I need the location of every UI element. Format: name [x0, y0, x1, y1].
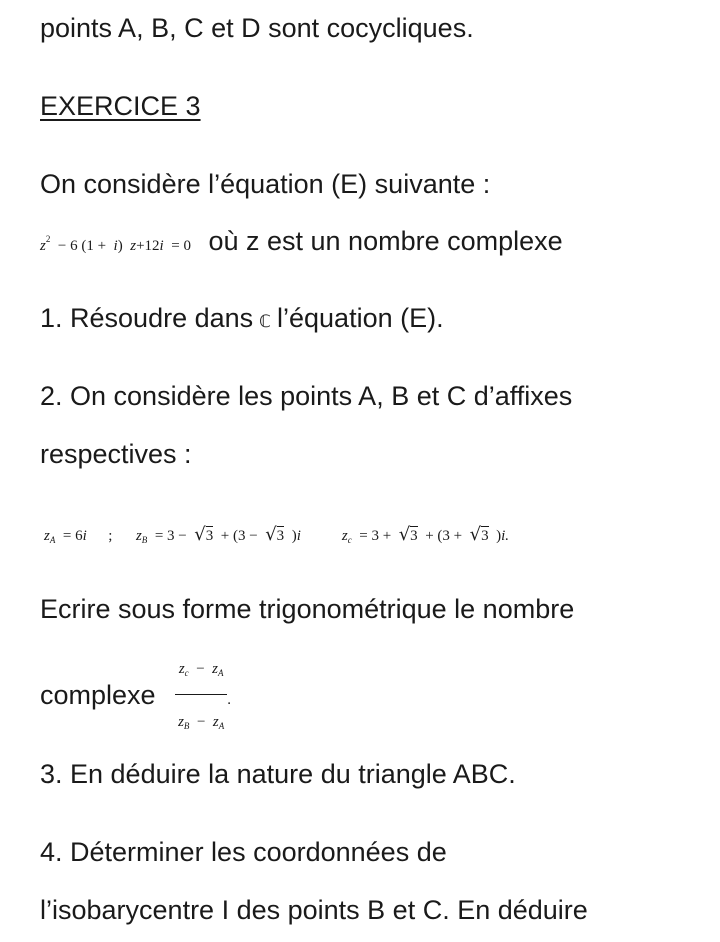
- complexe-line: complexe $\frac{z_c - z_A}{z_B - z_A}$ .: [40, 651, 231, 743]
- question-3: 3. En déduire la nature du triangle ABC.: [40, 759, 516, 789]
- equation-line: [40, 222, 563, 263]
- question-2-line-2: respectives :: [40, 439, 192, 469]
- equation: $z^2 - 6$ (1 + i) z+12i = 0: [40, 234, 191, 254]
- affix-separator: ;: [108, 528, 113, 544]
- affix-zA: $z_A = 6i$: [44, 528, 87, 545]
- question-1: 1. Résoudre dans ℂ l’équation (E).: [40, 303, 444, 333]
- ecrire-line: Ecrire sous forme trigonométrique le nombre: [40, 594, 575, 624]
- affixes-line: [44, 514, 509, 557]
- text-line-cocycliques: points A, B, C et D sont cocycliques.: [40, 13, 474, 43]
- exercise-title: EXERCICE 3: [40, 91, 201, 121]
- fraction-zC-zA-over-zB-zA: $\frac{z_c - z_A}{z_B - z_A}$: [175, 647, 227, 743]
- complex-set-symbol: ℂ: [259, 312, 272, 332]
- affix-zB: $z_B = 3 - √3 + (3 - √3$ )i: [135, 524, 301, 545]
- equation-description: où z est un nombre complexe: [208, 226, 563, 256]
- question-2-line-1: 2. On considère les points A, B et C d’affixes: [40, 381, 573, 411]
- affix-zC: $z_c = 3 + √3 + (3 + √3$ )i.: [341, 524, 510, 545]
- question-4-line-1: 4. Déterminer les coordonnées de: [40, 837, 447, 867]
- question-4-line-2: l’isobarycentre I des points B et C. En déduire: [40, 895, 588, 925]
- intro-line: On considère l’équation (E) suivante :: [40, 169, 491, 199]
